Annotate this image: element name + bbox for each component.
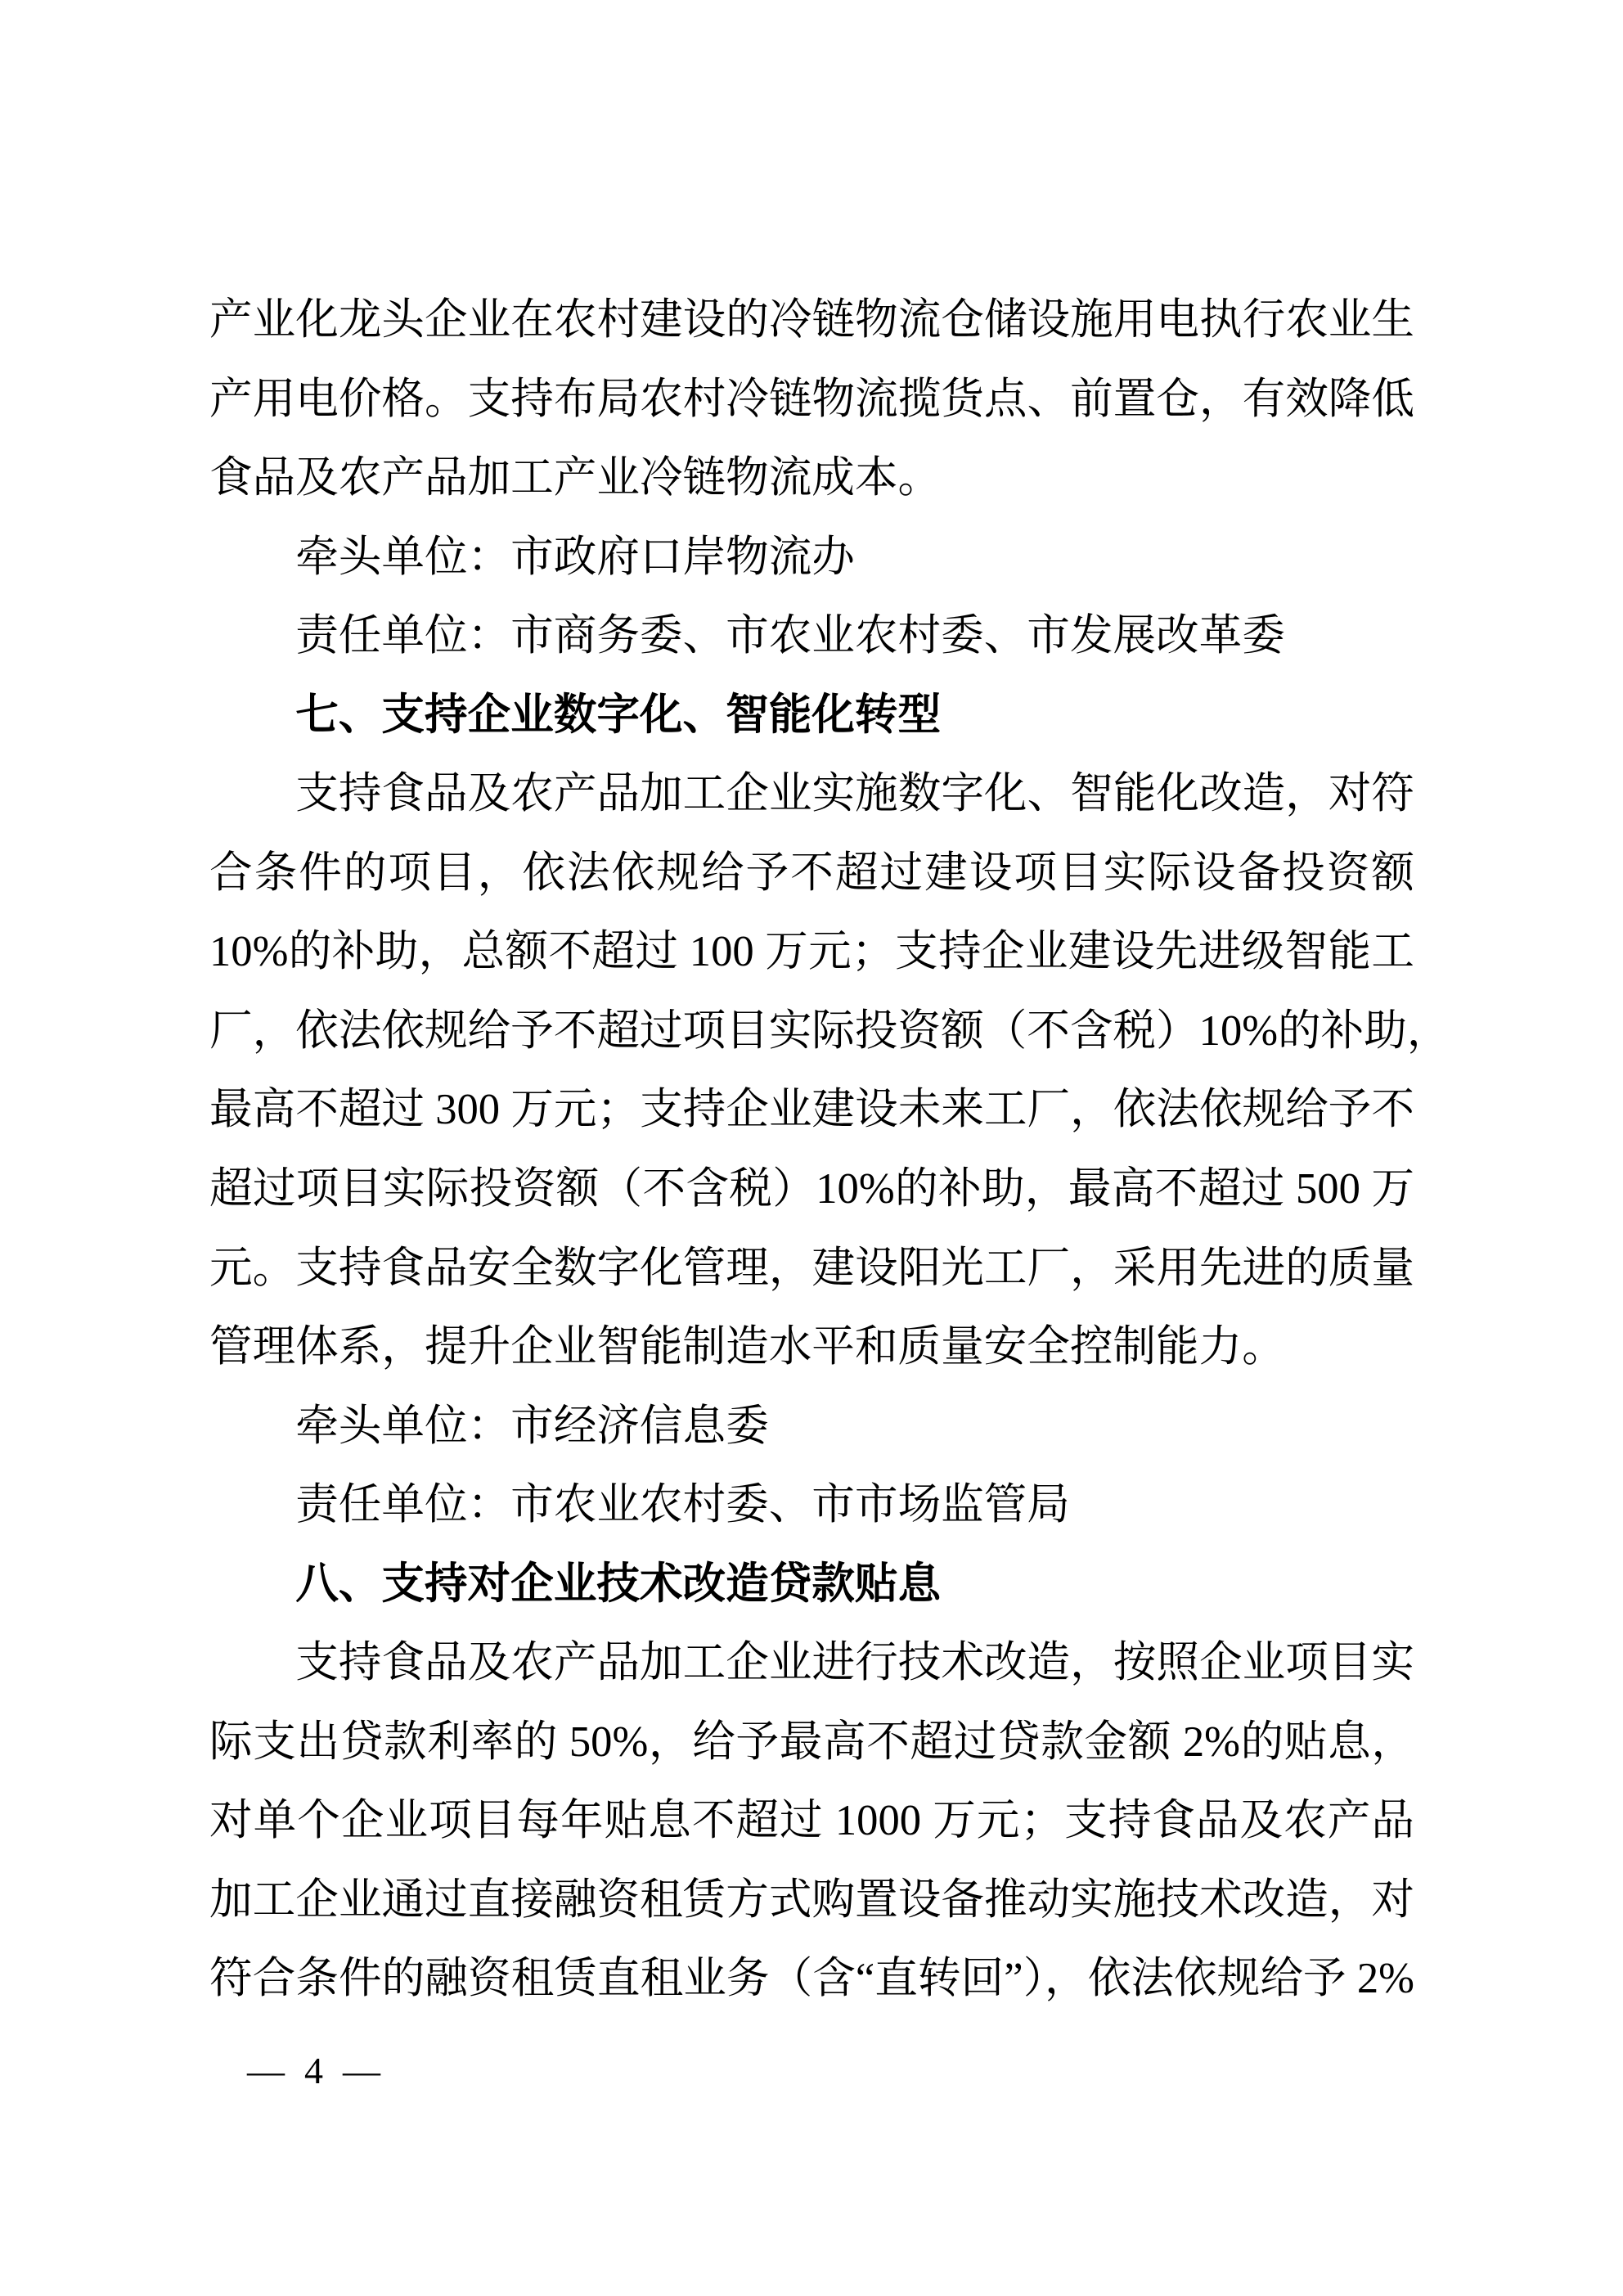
lead-unit-label: 牵头单位： xyxy=(295,533,511,581)
paragraph xyxy=(209,754,1450,1386)
body-line: 支持食品及农产品加工企业实施数字化、智能化改造，对符 xyxy=(295,770,1414,818)
body-line: 厂，依法依规给予不超过项目实际投资额（不含税）10%的补助， xyxy=(209,1006,1450,1055)
paragraph xyxy=(209,281,1414,518)
page-number xyxy=(247,2052,380,2090)
body-line: 产业化龙头企业在农村建设的冷链物流仓储设施用电执行农业生 xyxy=(209,296,1414,344)
body-line: 合条件的项目，依法依规给予不超过建设项目实际设备投资额 xyxy=(209,849,1414,897)
document-body xyxy=(209,281,1450,2019)
lead-unit-value: 市经济信息委 xyxy=(510,1402,769,1450)
body-line: 10%的补助，总额不超过 100 万元；支持企业建设先进级智能工 xyxy=(209,928,1414,976)
page-number-dash-left: — xyxy=(247,2050,285,2091)
body-line: 加工企业通过直接融资租赁方式购置设备推动实施技术改造，对 xyxy=(209,1875,1414,1924)
responsible-units-label: 责任单位： xyxy=(295,1481,511,1529)
section-heading: 七、支持企业数字化、智能化转型 xyxy=(295,690,942,739)
responsible-units-line xyxy=(209,597,1414,676)
section-seven xyxy=(209,676,1450,1545)
body-line: 支持食品及农产品加工企业进行技术改造，按照企业项目实 xyxy=(295,1639,1414,1687)
section-continuation xyxy=(209,281,1414,676)
body-line: 超过项目实际投资额（不含税）10%的补助，最高不超过 500 万 xyxy=(209,1165,1414,1213)
lead-unit-line xyxy=(209,518,1414,597)
responsible-units-label: 责任单位： xyxy=(295,612,511,660)
responsible-units-value: 市商务委、市农业农村委、市发展改革委 xyxy=(510,612,1285,660)
lead-unit-line xyxy=(209,1387,1414,1466)
body-line: 产用电价格。支持布局农村冷链物流揽货点、前置仓，有效降低 xyxy=(209,375,1414,423)
paragraph xyxy=(209,1623,1414,2019)
section-eight xyxy=(209,1545,1414,2019)
lead-unit-label: 牵头单位： xyxy=(295,1402,511,1450)
body-line: 食品及农产品加工产业冷链物流成本。 xyxy=(209,454,942,502)
responsible-units-value: 市农业农村委、市市场监管局 xyxy=(510,1481,1070,1529)
body-line: 管理体系，提升企业智能制造水平和质量安全控制能力。 xyxy=(209,1323,1285,1371)
section-heading: 八、支持对企业技术改造贷款贴息 xyxy=(295,1559,942,1608)
body-line: 元。支持食品安全数字化管理，建设阳光工厂，采用先进的质量 xyxy=(209,1244,1414,1292)
page-number-value: 4 xyxy=(304,2050,323,2091)
responsible-units-line xyxy=(209,1465,1414,1545)
body-line: 对单个企业项目每年贴息不超过 1000 万元；支持食品及农产品 xyxy=(209,1797,1414,1845)
body-line: 最高不超过 300 万元；支持企业建设未来工厂，依法依规给予不 xyxy=(209,1086,1414,1134)
body-line: 符合条件的融资租赁直租业务（含“直转回”），依法依规给予 2% xyxy=(209,1955,1414,2003)
body-line: 际支出贷款利率的 50%，给予最高不超过贷款金额 2%的贴息， xyxy=(209,1717,1414,1766)
page-number-dash-right: — xyxy=(343,2050,380,2091)
lead-unit-value: 市政府口岸物流办 xyxy=(510,533,855,581)
